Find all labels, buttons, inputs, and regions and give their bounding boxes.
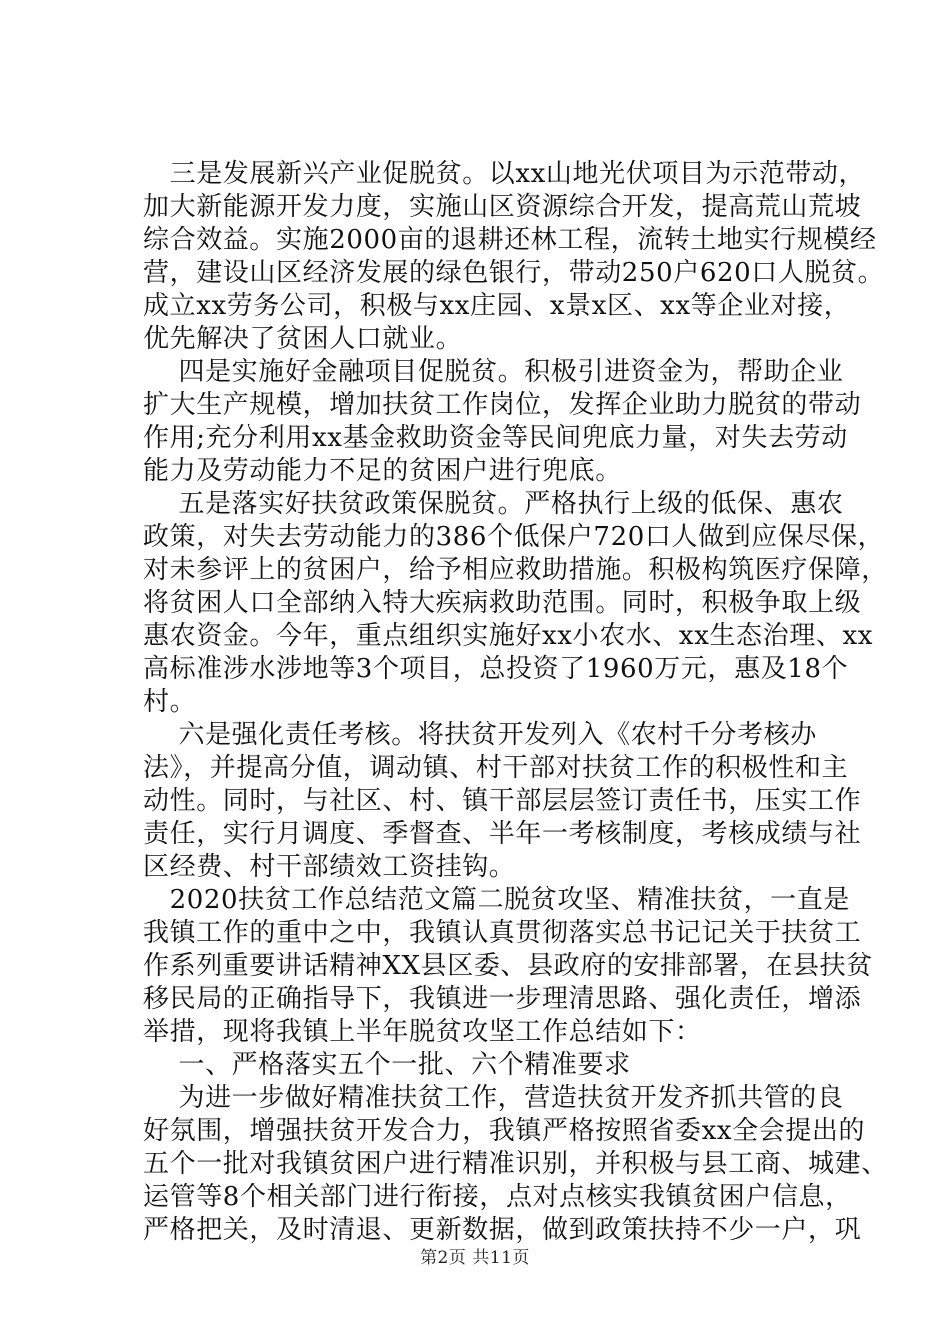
text-line: 为进一步做好精准扶贫工作，营造扶贫开发齐抓共管的良 (143, 1083, 844, 1113)
text-line: 三是发展新兴产业促脱贫。以xx山地光伏项目为示范带动， (143, 159, 866, 189)
text-line: 2020扶贫工作总结范文篇二脱贫攻坚、精准扶贫，一直是 (143, 885, 850, 915)
text-line: 优先解决了贫困人口就业。 (143, 324, 463, 354)
text-line: 四是实施好金融项目促脱贫。积极引进资金为，帮助企业 (143, 357, 844, 387)
text-line: 一、严格落实五个一批、六个精准要求 (143, 1050, 631, 1080)
text-line: 作系列重要讲话精神XX县区委、县政府的安排部署，在县扶贫 (143, 951, 873, 981)
text-line: 成立xx劳务公司，积极与xx庄园、x景x区、xx等企业对接， (143, 291, 851, 321)
text-line: 运管等8个相关部门进行衔接，点对点核实我镇贫困户信息， (143, 1182, 852, 1212)
text-line: 好氛围，增强扶贫开发合力，我镇严格按照省委xx全会提出的 (143, 1116, 866, 1146)
text-line: 区经费、村干部绩效工资挂钩。 (143, 852, 516, 882)
text-line: 能力及劳动能力不足的贫困户进行兜底。 (143, 456, 622, 486)
text-line: 五个一批对我镇贫困户进行精准识别，并积极与县工商、城建、 (143, 1149, 888, 1179)
text-line: 扩大生产规模，增加扶贫工作岗位，发挥企业助力脱贫的带动 (143, 390, 862, 420)
text-line: 移民局的正确指导下，我镇进一步理清思路、强化责任，增添 (143, 984, 862, 1014)
text-line: 严格把关，及时清退、更新数据，做到政策扶持不少一户，巩 (143, 1215, 862, 1245)
text-line: 作用;充分利用xx基金救助资金等民间兜底力量，对失去劳动 (143, 423, 848, 453)
text-line: 营，建设山区经济发展的绿色银行，带动250户620口人脱贫。 (143, 258, 885, 288)
text-line: 政策，对失去劳动能力的386个低保户720口人做到应保尽保， (143, 522, 885, 552)
text-line: 动性。同时，与社区、村、镇干部层层签订责任书，压实工作 (143, 786, 862, 816)
text-line: 对未参评上的贫困户，给予相应救助措施。积极构筑医疗保障， (143, 555, 888, 585)
text-line: 高标准涉水涉地等3个项目，总投资了1960万元，惠及18个 (143, 654, 849, 684)
text-line: 责任，实行月调度、季督查、半年一考核制度，考核成绩与社 (143, 819, 862, 849)
text-line: 村。 (143, 687, 197, 717)
text-line: 加大新能源开发力度，实施山区资源综合开发，提高荒山荒坡 (143, 192, 862, 222)
text-line: 惠农资金。今年，重点组织实施好xx小农水、xx生态治理、xx (143, 621, 873, 651)
text-line: 将贫困人口全部纳入特大疾病救助范围。同时，积极争取上级 (143, 588, 862, 618)
text-line: 五是落实好扶贫政策保脱贫。严格执行上级的低保、惠农 (143, 489, 844, 519)
page-number-footer: 第2页 共11页 (420, 1248, 530, 1268)
text-line: 综合效益。实施2000亩的退耕还林工程，流转土地实行规模经 (143, 225, 877, 255)
text-line: 六是强化责任考核。将扶贫开发列入《农村千分考核办 (143, 720, 817, 750)
text-line: 法》，并提高分值，调动镇、村干部对扶贫工作的积极性和主 (143, 753, 849, 783)
text-line: 我镇工作的重中之中，我镇认真贯彻落实总书记记关于扶贫工 (143, 918, 862, 948)
text-line: 举措，现将我镇上半年脱贫攻坚工作总结如下： (143, 1017, 702, 1047)
